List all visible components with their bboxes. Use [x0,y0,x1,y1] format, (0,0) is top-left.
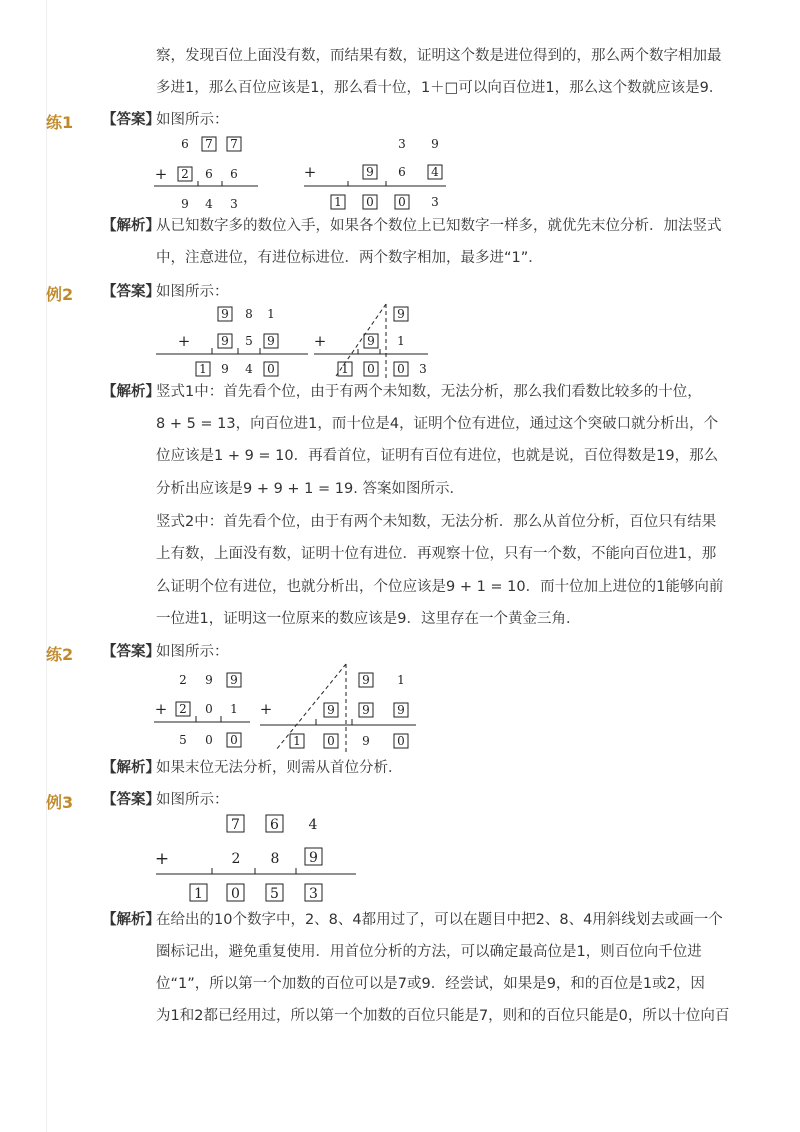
digit: 5 [245,334,253,348]
digit-box: 0 [366,195,374,209]
plus-sign: + [154,165,168,183]
digit-box: 7 [230,137,238,151]
lian2-figure-2 [256,660,421,758]
lian2-analysis: 如果末位无法分析，则需从首位分析． [156,760,403,776]
answer-tag: 【答案】 [102,112,160,128]
digit: 4 [245,362,253,376]
digit-box: 0 [327,734,335,748]
digit-box: 0 [367,362,375,376]
section-label-lian2: 练2 [46,645,74,664]
lian2-figure-1 [150,664,255,756]
li2-analysis-a-1: 竖式1中：首先看个位，由于有两个未知数，无法分析，那么我们看数比较多的十位， [156,384,702,400]
li3-figure [150,810,362,914]
li2-figure-1 [150,302,315,384]
digit: 4 [205,197,213,211]
digit: 1 [230,702,238,716]
digit-box: 1 [334,195,342,209]
digit-box: 9 [309,850,318,866]
digit-box: 2 [179,702,187,716]
digit: 2 [179,673,187,687]
digit: 1 [267,307,275,321]
plus-sign: + [154,700,168,718]
digit-box: 9 [327,703,335,717]
digit-box: 9 [366,165,374,179]
digit: 9 [221,362,229,376]
digit: 8 [270,851,280,867]
digit-box: 9 [367,334,375,348]
digit-box: 7 [205,137,213,151]
li3-analysis-line-3: 位“1”，所以第一个加数的百位可以是7或9．经尝试，如果是9，和的百位是1或2，因 [156,976,705,992]
answer-tag: 【答案】 [102,284,160,300]
digit-box: 9 [397,307,405,321]
digit: 1 [397,334,405,348]
digit: 3 [398,137,406,151]
digit: 6 [230,167,238,181]
li2-analysis-a-4: 分析出应该是9 + 9 + 1 = 19. 答案如图所示． [156,481,464,497]
digit: 0 [205,702,213,716]
lian1-figure-2 [300,132,450,218]
digit-box: 0 [231,886,240,902]
digit: 6 [398,165,406,179]
digit: 0 [205,733,213,747]
digit-box: 1 [293,734,301,748]
li3-analysis-line-1: 在给出的10个数字中，2、8、4都用过了，可以在题目中把2、8、4用斜线划去或画一个 [156,912,723,928]
plus-sign: + [303,163,317,181]
digit-box: 9 [397,703,405,717]
answer-tag: 【答案】 [102,792,160,808]
page-margin-rule [46,0,47,1132]
lian1-figure-1 [150,132,265,218]
li3-analysis-line-2: 圈标记出，避免重复使用．用首位分析的方法，可以确定最高位是1，则百位向千位进 [156,944,702,960]
li2-analysis-b-2: 上有数，上面没有数，证明十位有进位．再观察十位，只有一个数，不能向百位进1，那 [156,546,717,562]
digit: 1 [397,673,405,687]
digit-box: 9 [362,703,370,717]
digit-box: 4 [431,165,439,179]
digit: 9 [362,734,370,748]
lian1-analysis-line-1: 从已知数字多的数位入手，如果各个数位上已知数字一样多，就优先末位分析．加法竖式 [156,218,722,234]
answer-caption: 如图所示： [156,284,229,300]
digit: 3 [431,195,439,209]
digit: 4 [308,817,318,833]
digit-box: 9 [267,334,275,348]
digit-box: 2 [181,167,189,181]
answer-caption: 如图所示： [156,112,229,128]
plus-sign: + [177,332,191,350]
digit: 6 [181,137,189,151]
digit-box: 9 [362,673,370,687]
digit: 3 [419,362,427,376]
lian1-analysis-line-2: 中，注意进位，有进位标进位．两个数字相加，最多进“1”． [156,250,543,266]
section-label-li3: 例3 [46,793,74,812]
answer-tag: 【答案】 [102,644,160,660]
digit-box: 6 [270,817,279,833]
digit-box: 9 [230,673,238,687]
li2-analysis-b-4: 一位进1，证明这一位原来的数应该是9．这里存在一个黄金三角． [156,611,581,627]
li2-analysis-b-3: 么证明个位有进位，也就分析出，个位应该是9 + 1 = 10．而十位加上进位的1能够向前 [156,579,724,595]
digit-box: 0 [230,733,238,747]
digit-box: 1 [341,362,349,376]
digit-box: 9 [221,307,229,321]
li2-analysis-a-3: 位应该是1 + 9 = 10．再看首位，证明有百位有进位，也就是说，百位得数是19，那么 [156,448,719,464]
li2-analysis-a-2: 8 + 5 = 13，向百位进1，而十位是4，证明个位有进位，通过这个突破口就分析出，个 [156,416,719,432]
digit-box: 7 [231,817,240,833]
digit-box: 0 [397,734,405,748]
li3-analysis-line-4: 为1和2都已经用过，所以第一个加数的百位只能是7，则和的百位只能是0，所以十位向百 [156,1008,730,1024]
li2-figure-2 [310,300,435,386]
analysis-tag: 【解析】 [102,760,160,776]
answer-caption: 如图所示： [156,792,229,808]
digit: 8 [245,307,253,321]
plus-sign: + [259,700,273,718]
digit: 9 [181,197,189,211]
analysis-tag: 【解析】 [102,218,160,234]
analysis-tag: 【解析】 [102,912,160,928]
plus-sign: + [154,849,170,869]
digit-box: 1 [199,362,207,376]
answer-caption: 如图所示： [156,644,229,660]
li2-analysis-b-1: 竖式2中：首先看个位，由于有两个未知数，无法分析．那么从首位分析，百位只有结果 [156,514,717,530]
digit: 5 [179,733,187,747]
digit: 3 [230,197,238,211]
digit: 2 [231,851,241,867]
section-label-li2: 例2 [46,285,74,304]
digit-box: 0 [398,195,406,209]
digit-box: 5 [270,886,279,902]
digit-box: 9 [221,334,229,348]
intro-line-1: 察，发现百位上面没有数，而结果有数，证明这个数是进位得到的，那么两个数字相加最 [156,48,722,64]
analysis-tag: 【解析】 [102,384,160,400]
plus-sign: + [313,332,327,350]
digit: 6 [205,167,213,181]
digit: 9 [431,137,439,151]
digit: 9 [205,673,213,687]
digit-box: 1 [194,886,203,902]
intro-line-2: 多进1，那么百位应该是1，那么看十位，1＋□可以向百位进1，那么这个数就应该是9． [156,80,724,96]
digit-box: 3 [309,886,318,902]
digit-box: 0 [267,362,275,376]
digit-box: 0 [397,362,405,376]
section-label-lian1: 练1 [46,113,74,132]
